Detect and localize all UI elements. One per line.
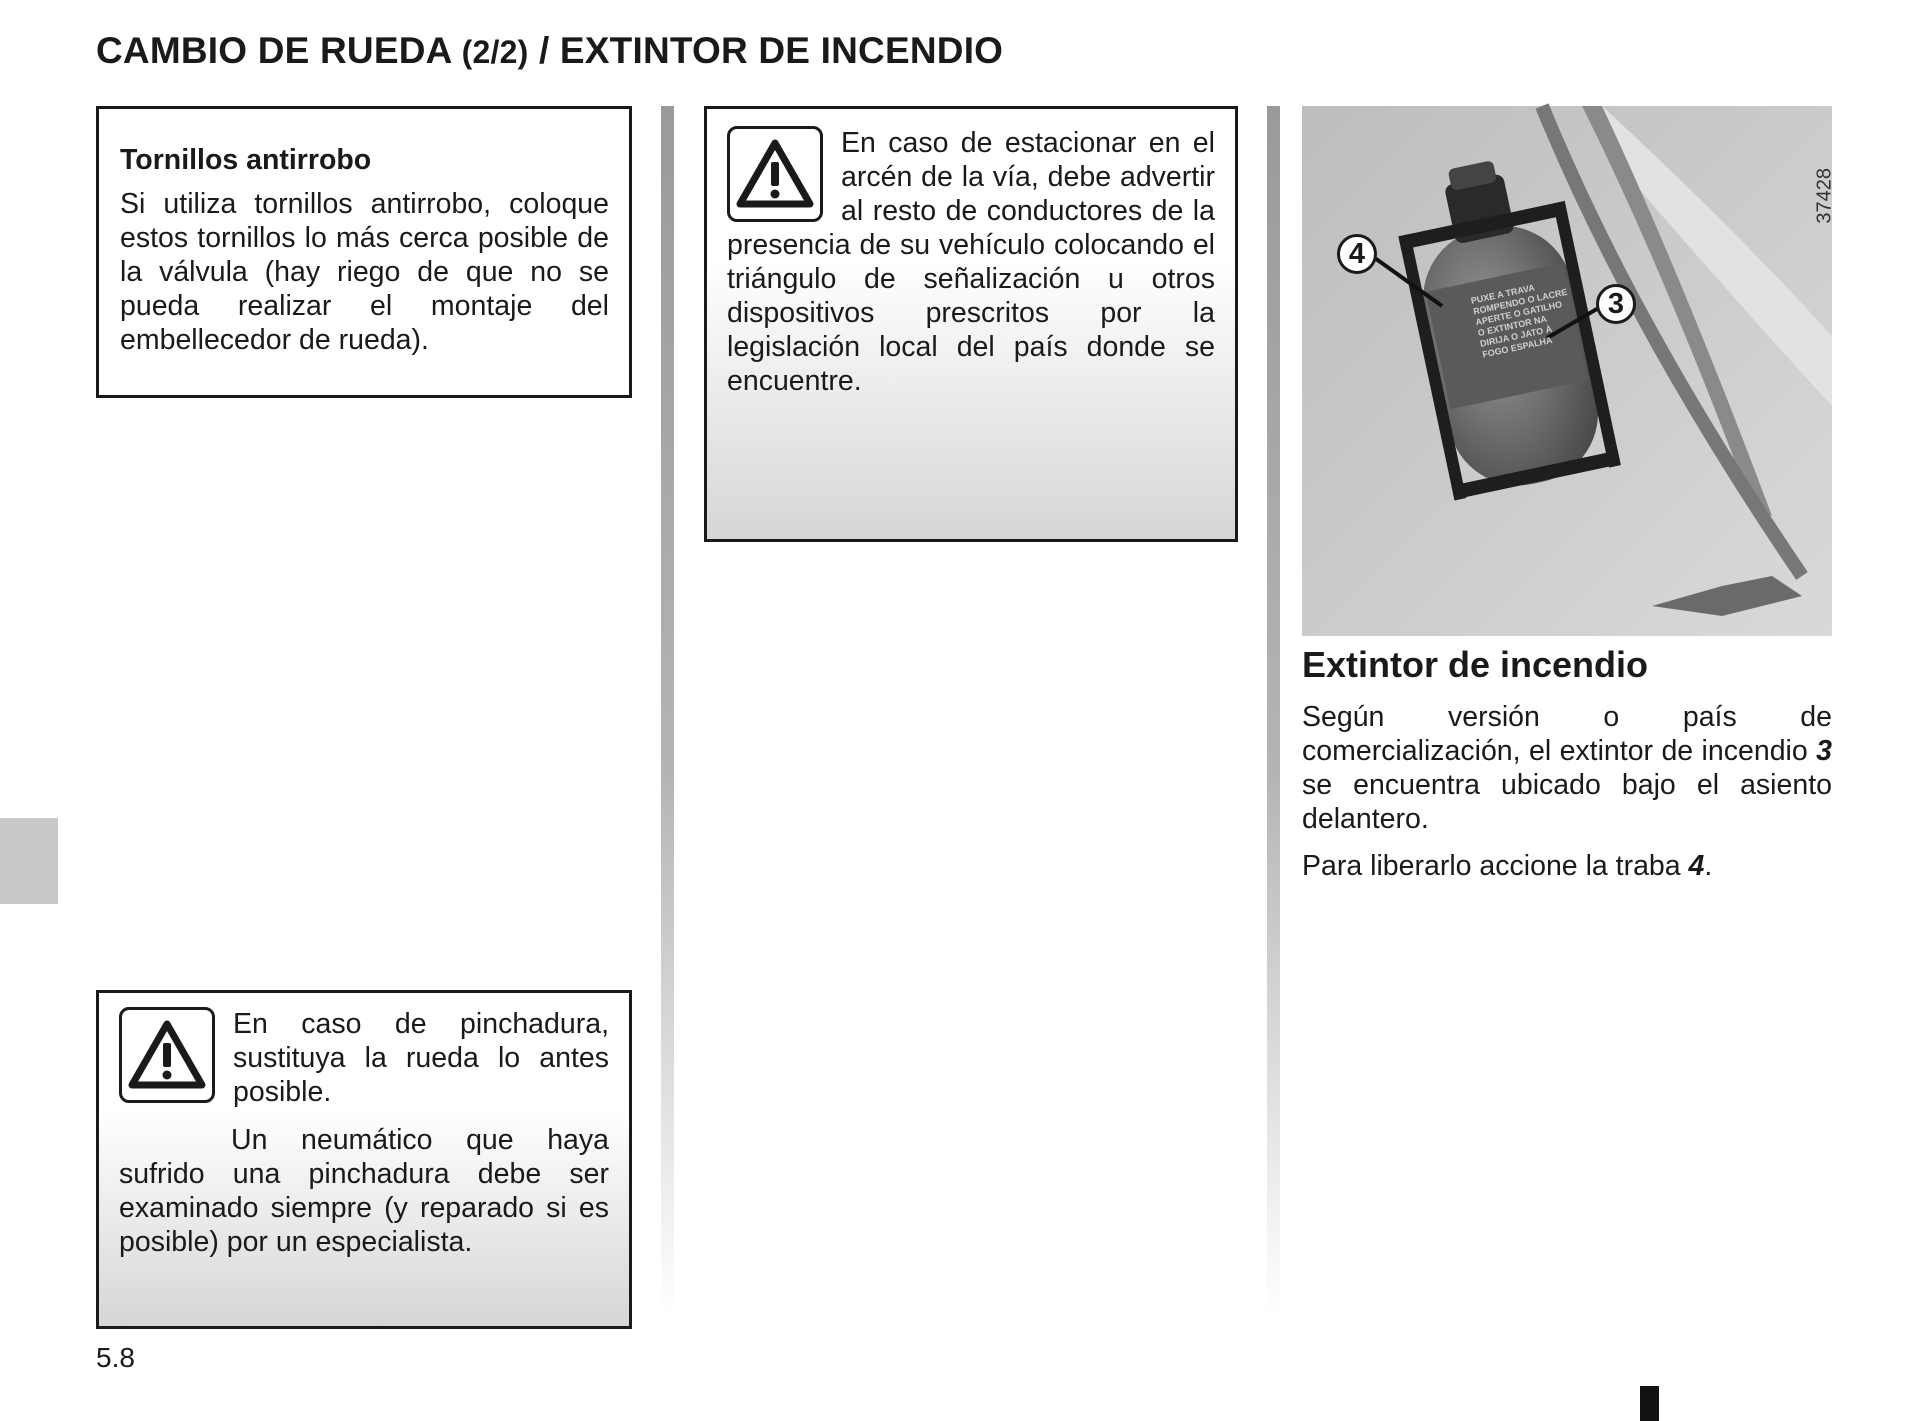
title-rest: / EXTINTOR DE INCENDIO [538,30,1004,71]
extinguisher-heading: Extintor de incendio [1302,644,1649,685]
shoulder-warning-box [704,106,1238,542]
page-title [96,30,1003,72]
title-main: CAMBIO DE RUEDA [96,30,452,71]
title-part: (2/2) [461,34,529,70]
ref-4: 4 [1688,850,1705,882]
extinguisher-text-2 [1302,849,1832,883]
antitheft-heading: Tornillos antirrobo [120,144,372,176]
ref-3: 3 [1816,735,1832,767]
figure-code: 37428 [1814,168,1836,224]
warning-triangle-icon [727,126,823,222]
section-end-mark [1640,1386,1659,1421]
callout-4: 4 [1337,234,1377,274]
extinguisher-paragraph-1 [1302,700,1832,836]
warning-triangle-icon [119,1007,215,1103]
text-1-after: se encuentra ubicado bajo el asiento delantero. [1302,769,1832,835]
antitheft-text: Si utiliza tornillos antirrobo, coloque estos tornillos lo más cerca posible de la válvula (hay riego de que no se pueda realizar el montaje del embellecedor de rueda). [120,188,609,356]
column-divider-1 [661,106,674,1316]
callout-3: 3 [1596,284,1636,324]
column-divider-2 [1267,106,1280,1316]
extinguisher-photo [1302,106,1836,636]
page-number: 5.8 [96,1342,135,1373]
puncture-warning-box [96,990,632,1329]
text-2-before: Para liberarlo accione la traba [1302,850,1689,882]
text-1-before: Según versión o país de comercialización, el extintor de incendio [1302,701,1832,767]
chapter-tab [0,818,58,904]
shoulder-warning-text: En caso de estacionar en el arcén de la vía, debe advertir al resto de conductores de la presencia de su vehículo colocando el triángulo de señalización u otros dispositivos prescritos por la legislación local del país donde se encuentre. [727,127,1215,397]
text-2-after: . [1704,850,1713,882]
puncture-warning-text-2: Un neumático que haya sufrido una pinchadura debe ser examinado siempre (y reparado si es posible) por un especialista. [119,1124,609,1258]
extinguisher-text-1 [1302,700,1832,836]
puncture-warning-text-1: En caso de pinchadura, sustituya la rueda lo antes posible. [233,1008,609,1108]
extinguisher-label-text: PUXE A TRAVA ROMPENDO O LACRE APERTE O GATILHO O EXTINTOR NA DIRIJA O JATO À FOGO ESPALHA [1470,282,1569,360]
extinguisher-illustration [1302,106,1832,636]
extinguisher-paragraph-2 [1302,849,1832,883]
antitheft-box [96,106,632,398]
